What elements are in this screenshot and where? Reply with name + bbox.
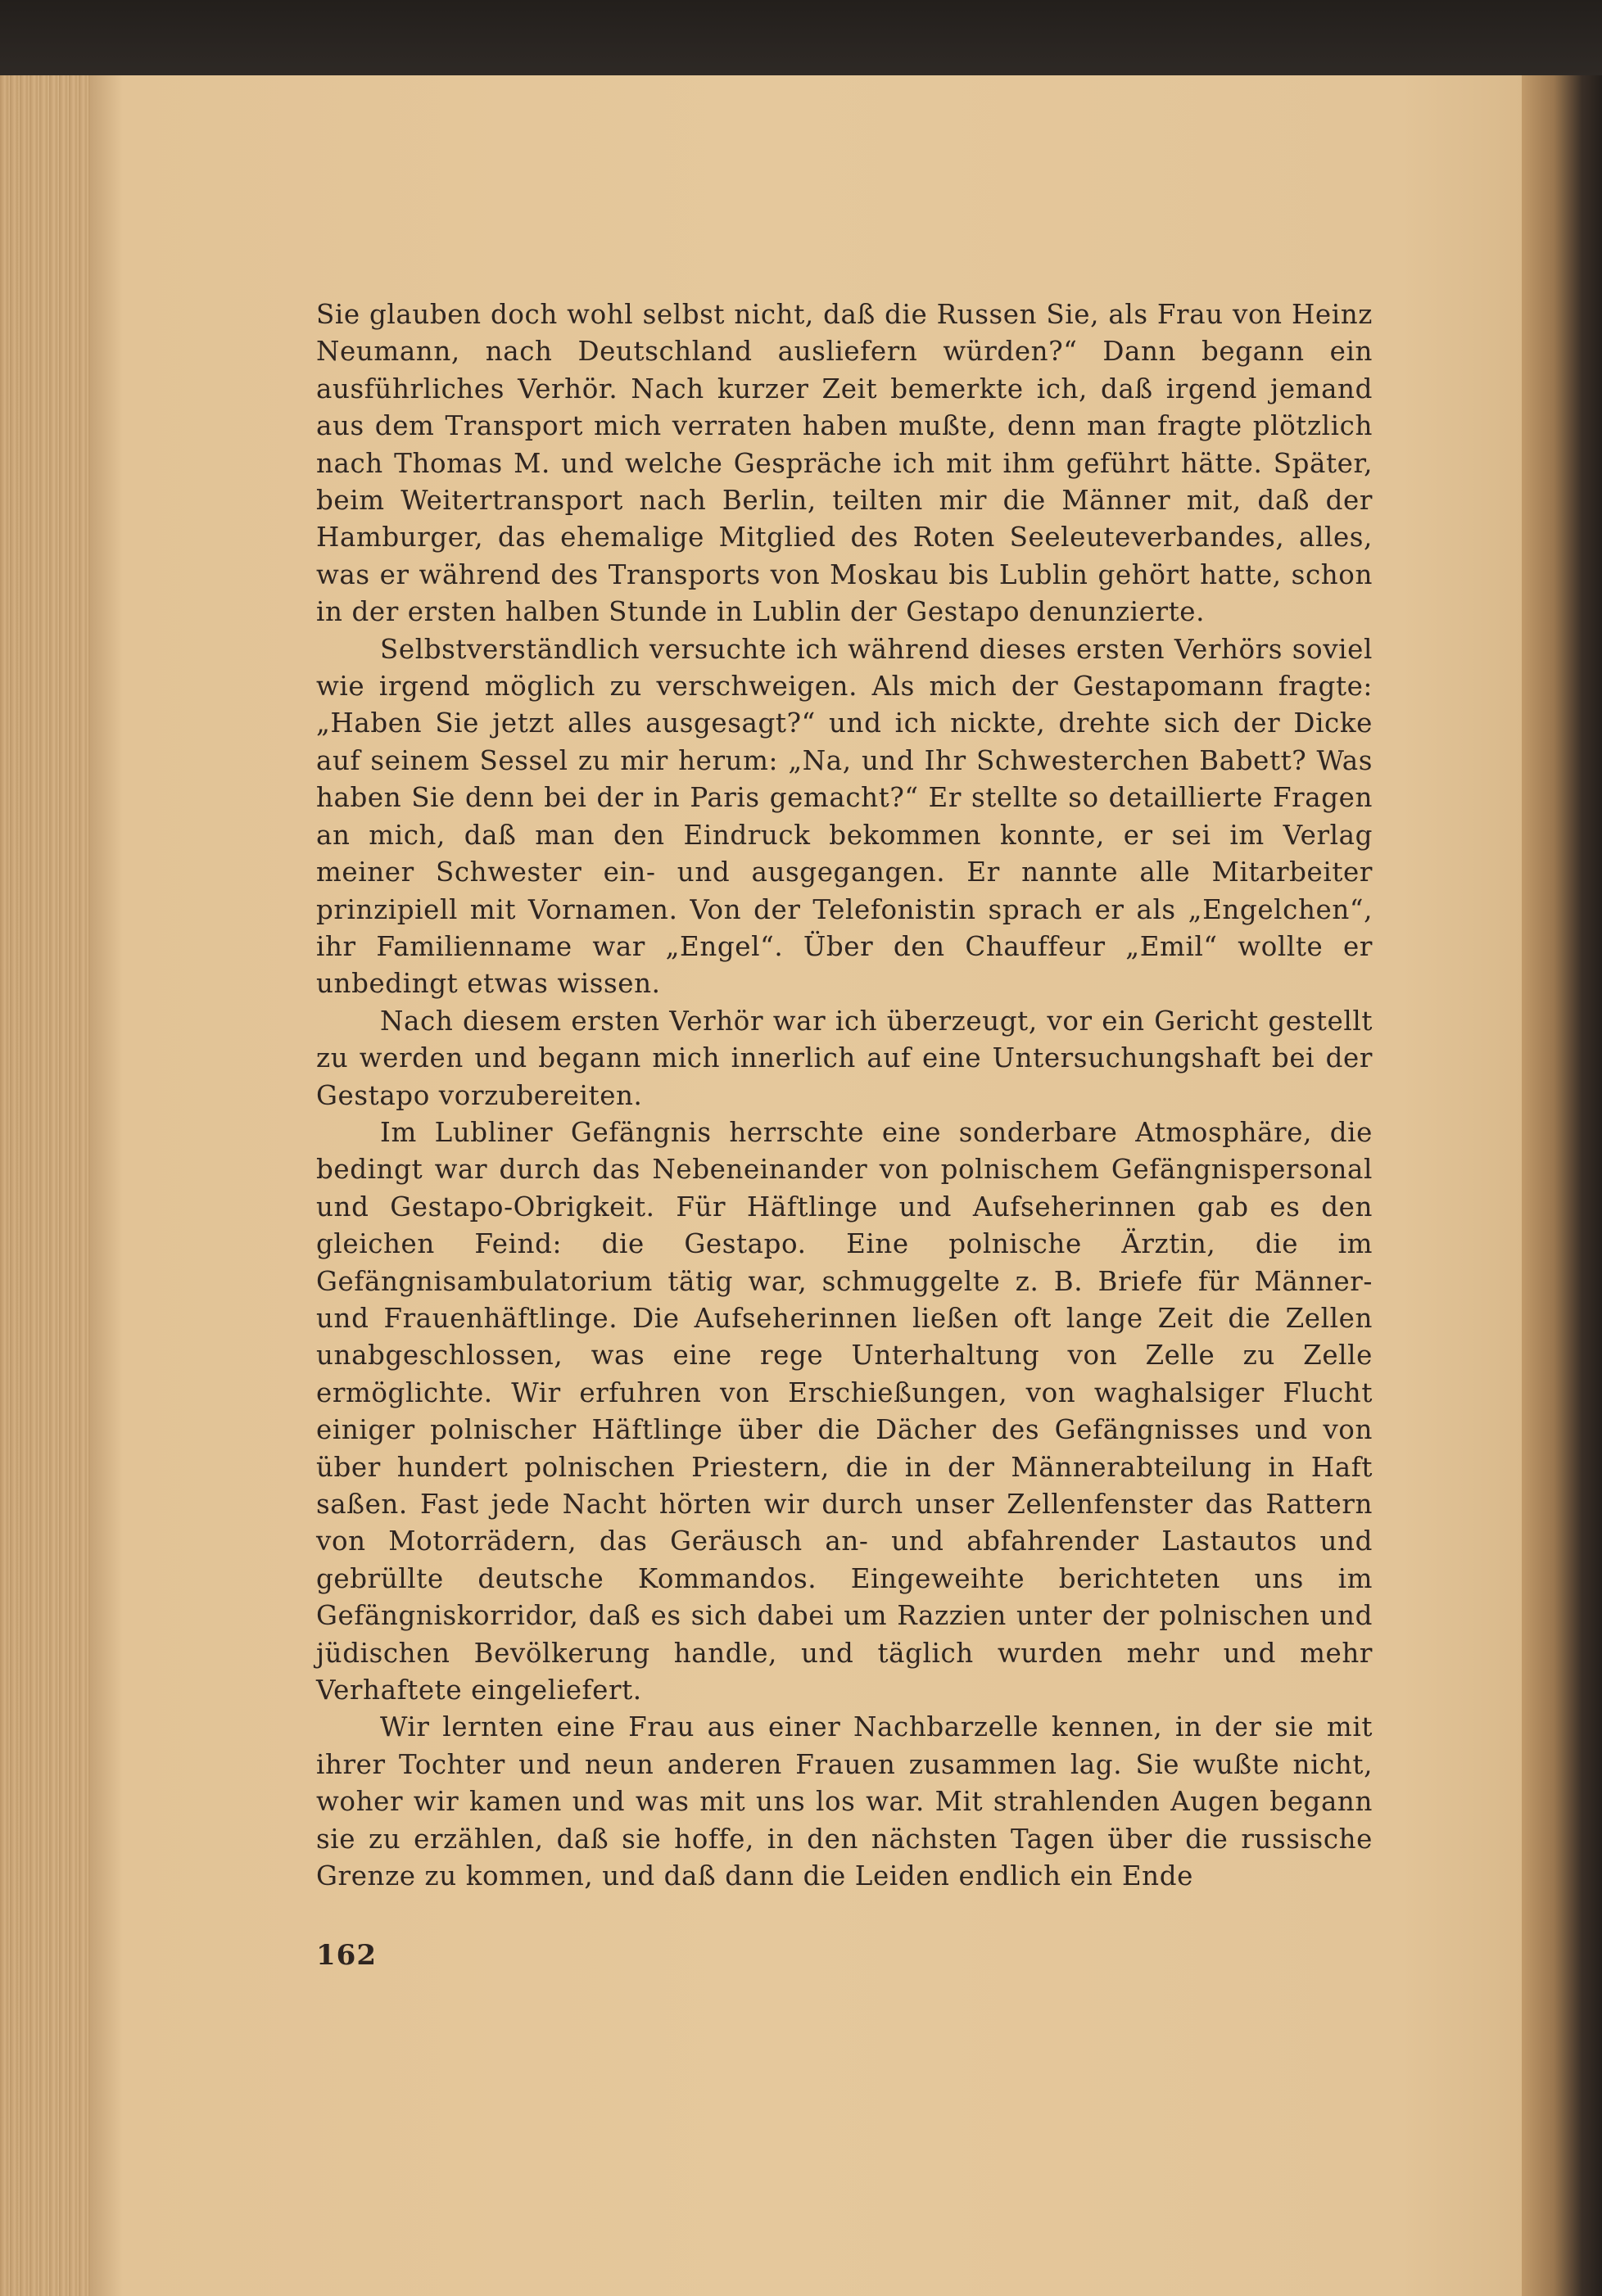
page-edge-stack — [0, 75, 90, 2296]
paragraph-4: Im Lubliner Gefängnis herrschte eine sonderbare Atmosphäre, die bedingt war durch das Nebeneinander von polnischem Gefängnispersonal und Gestapo-Obrigkeit. Für Häftlinge und Aufseherinnen gab es den gleichen Feind: die Gestapo. Eine polnische Ärztin, die im Gefängnisambulatorium tätig war, schmuggelte z. B. Briefe für Männer- und Frauenhäftlinge. Die Aufseherinnen ließen oft lange Zeit die Zellen unabgeschlossen, was eine rege Unterhaltung von Zelle zu Zelle ermöglichte. Wir erfuhren von Erschießungen, von waghalsiger Flucht einiger polnischer Häftlinge über die Dächer des Gefängnisses und von über hundert polnischen Priestern, die in der Männerabteilung in Haft saßen. Fast jede Nacht hörten wir durch unser Zellenfenster das Rattern von Motorrädern, das Geräusch an- und abfahrender Lastautos und gebrüllte deutsche Kommandos. Eingeweihte berichteten uns im Gefängniskorridor, daß es sich dabei um Razzien unter der polnischen und jüdischen Bevölkerung handle, und täglich wurden mehr und mehr Verhaftete eingeliefert. — [316, 1116, 1373, 1706]
paragraph-2: Selbstverständlich versuchte ich während dieses ersten Verhörs soviel wie irgend möglich zu verschweigen. Als mich der Gestapomann fragte: „Haben Sie jetzt alles ausgesagt?“ und ich nickte, drehte sich der Dicke auf seinem Sessel zu mir herum: „Na, und Ihr Schwesterchen Babett? Was haben Sie denn bei der in Paris gemacht?“ Er stellte so detaillierte Fragen an mich, daß man den Eindruck bekommen konnte, er sei im Verlag meiner Schwester ein- und ausgegangen. Er nannte alle Mitarbeiter prinzipiell mit Vornamen. Von der Telefonistin sprach er als „Engelchen“, ihr Familienname war „Engel“. Über den Chauffeur „Emil“ wollte er unbedingt etwas wissen. — [316, 633, 1373, 1000]
paragraph-5: Wir lernten eine Frau aus einer Nachbarzelle kennen, in der sie mit ihrer Tochter und neun anderen Frauen zusammen lag. Sie wußte nicht, woher wir kamen und was mit uns los war. Mit strahlenden Augen begann sie zu erzählen, daß sie hoffe, in den nächsten Tagen über die russische Grenze zu kommen, und daß dann die Leiden endlich ein Ende — [316, 1711, 1373, 1892]
body-text — [316, 296, 1373, 1895]
book-gutter — [1522, 75, 1602, 2296]
page-edge-shadow — [90, 75, 123, 2296]
paragraph-3: Nach diesem ersten Verhör war ich überzeugt, vor ein Gericht gestellt zu werden und begann mich innerlich auf eine Untersuchungshaft bei der Gestapo vorzubereiten. — [316, 1005, 1373, 1111]
page-number: 162 — [316, 1939, 377, 1972]
paragraph-1: Sie glauben doch wohl selbst nicht, daß die Russen Sie, als Frau von Heinz Neumann, nach Deutschland ausliefern würden?“ Dann begann ein ausführliches Verhör. Nach kurzer Zeit bemerkte ich, daß irgend jemand aus dem Transport mich verraten haben mußte, denn man fragte plötzlich nach Thomas M. und welche Gespräche ich mit ihm geführt hätte. Später, beim Weitertransport nach Berlin, teilten mir die Männer mit, daß der Hamburger, das ehemalige Mitglied des Roten Seeleuteverbandes, alles, was er während des Transports von Moskau bis Lublin gehört hatte, schon in der ersten halben Stunde in Lublin der Gestapo denunzierte. — [316, 299, 1373, 628]
scanner-top-edge — [0, 0, 1602, 75]
